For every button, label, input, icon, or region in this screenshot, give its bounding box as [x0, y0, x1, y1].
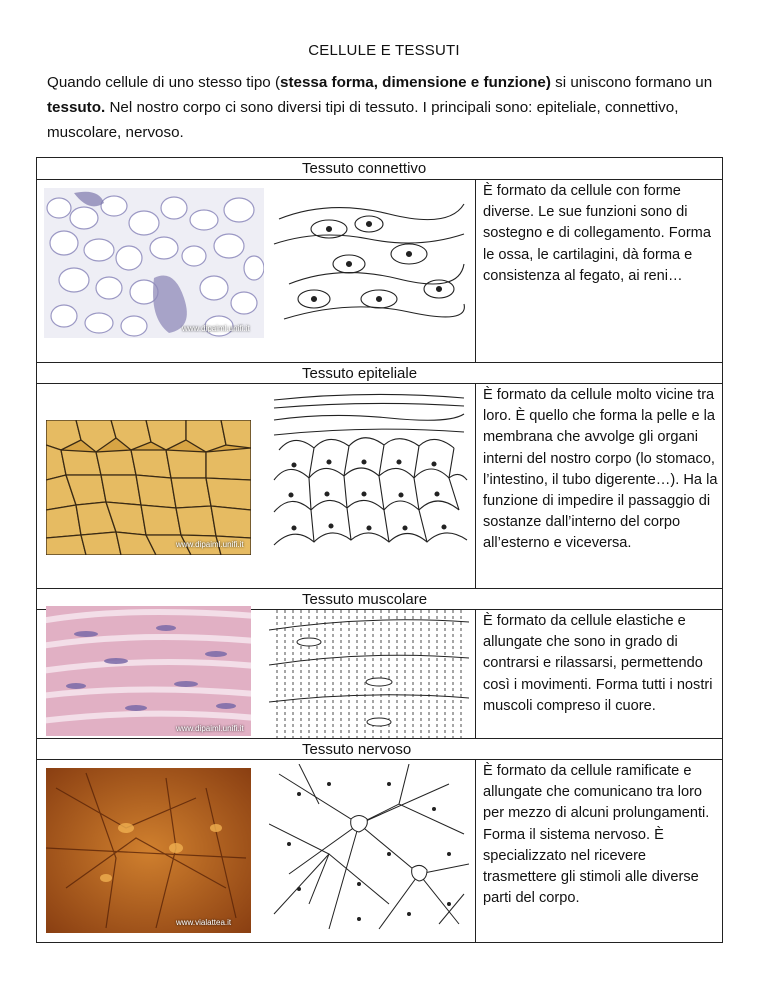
tissue-description-epiteliale: È formato da cellule molto vicine tra loro. È quello che forma la pelle e la membrana che avvolge gli organi interni del nostro corpo (lo stomaco, l’intestino, il tubo digerente…). Ha la funzione di impedire il passaggio di sostanze dall’interno del corpo all’esterno e viceversa.: [483, 387, 718, 552]
tissue-description-connettivo: È formato da cellule con forme diverse. Le sue funzioni sono di sostegno e di collegamento. Forma le ossa, le cartilagini, dà forma e consistenza al fegato, ai reni…: [483, 183, 711, 284]
intro-paragraph: Quando cellule di uno stesso tipo (stessa forma, dimensione e funzione) si uniscono formano un tessuto. Nel nostro corpo ci sono diversi tipi di tessuto. I principali sono: epiteliale, connettivo, muscolare, nervoso.: [47, 74, 713, 141]
photo-credit: www.dipaiml.unifi.it: [176, 540, 244, 549]
connettivo-photo: [44, 188, 264, 338]
photo-credit: www.dipaiml.unifi.it: [176, 724, 244, 733]
tissue-description-muscolare: È formato da cellule elastiche e allungate che sono in grado di contrarsi e rilassarsi, permettendo così i movimenti. Forma tutti i nostri muscoli compreso il cuore.: [483, 613, 713, 714]
tissue-table: [36, 157, 723, 943]
tissue-header-muscolare: Tessuto muscolare: [37, 588, 722, 610]
photo-credit: www.dipaiml.unifi.it: [182, 324, 250, 333]
tissue-header-connettivo: Tessuto connettivo: [37, 158, 722, 180]
epiteliale-drawing: [269, 390, 469, 565]
muscolare-drawing: [269, 610, 469, 738]
connettivo-drawing: [269, 184, 469, 334]
epiteliale-photo: [46, 420, 251, 555]
tissue-header-nervoso: Tessuto nervoso: [37, 738, 722, 760]
tissue-header-epiteliale: Tessuto epiteliale: [37, 362, 722, 384]
tissue-description-nervoso: È formato da cellule ramificate e allungate che comunicano tra loro per mezzo di alcuni prolungamenti. Forma il sistema nervoso. È specializzato nel ricevere trasmettere gli stimoli alle diverse parti del corpo.: [483, 763, 710, 907]
photo-credit: www.vialattea.it: [176, 918, 232, 927]
page-title: CELLULE E TESSUTI: [308, 42, 460, 59]
nervoso-photo: [46, 768, 251, 933]
nervoso-drawing: [269, 764, 469, 934]
muscolare-photo: [46, 606, 251, 736]
